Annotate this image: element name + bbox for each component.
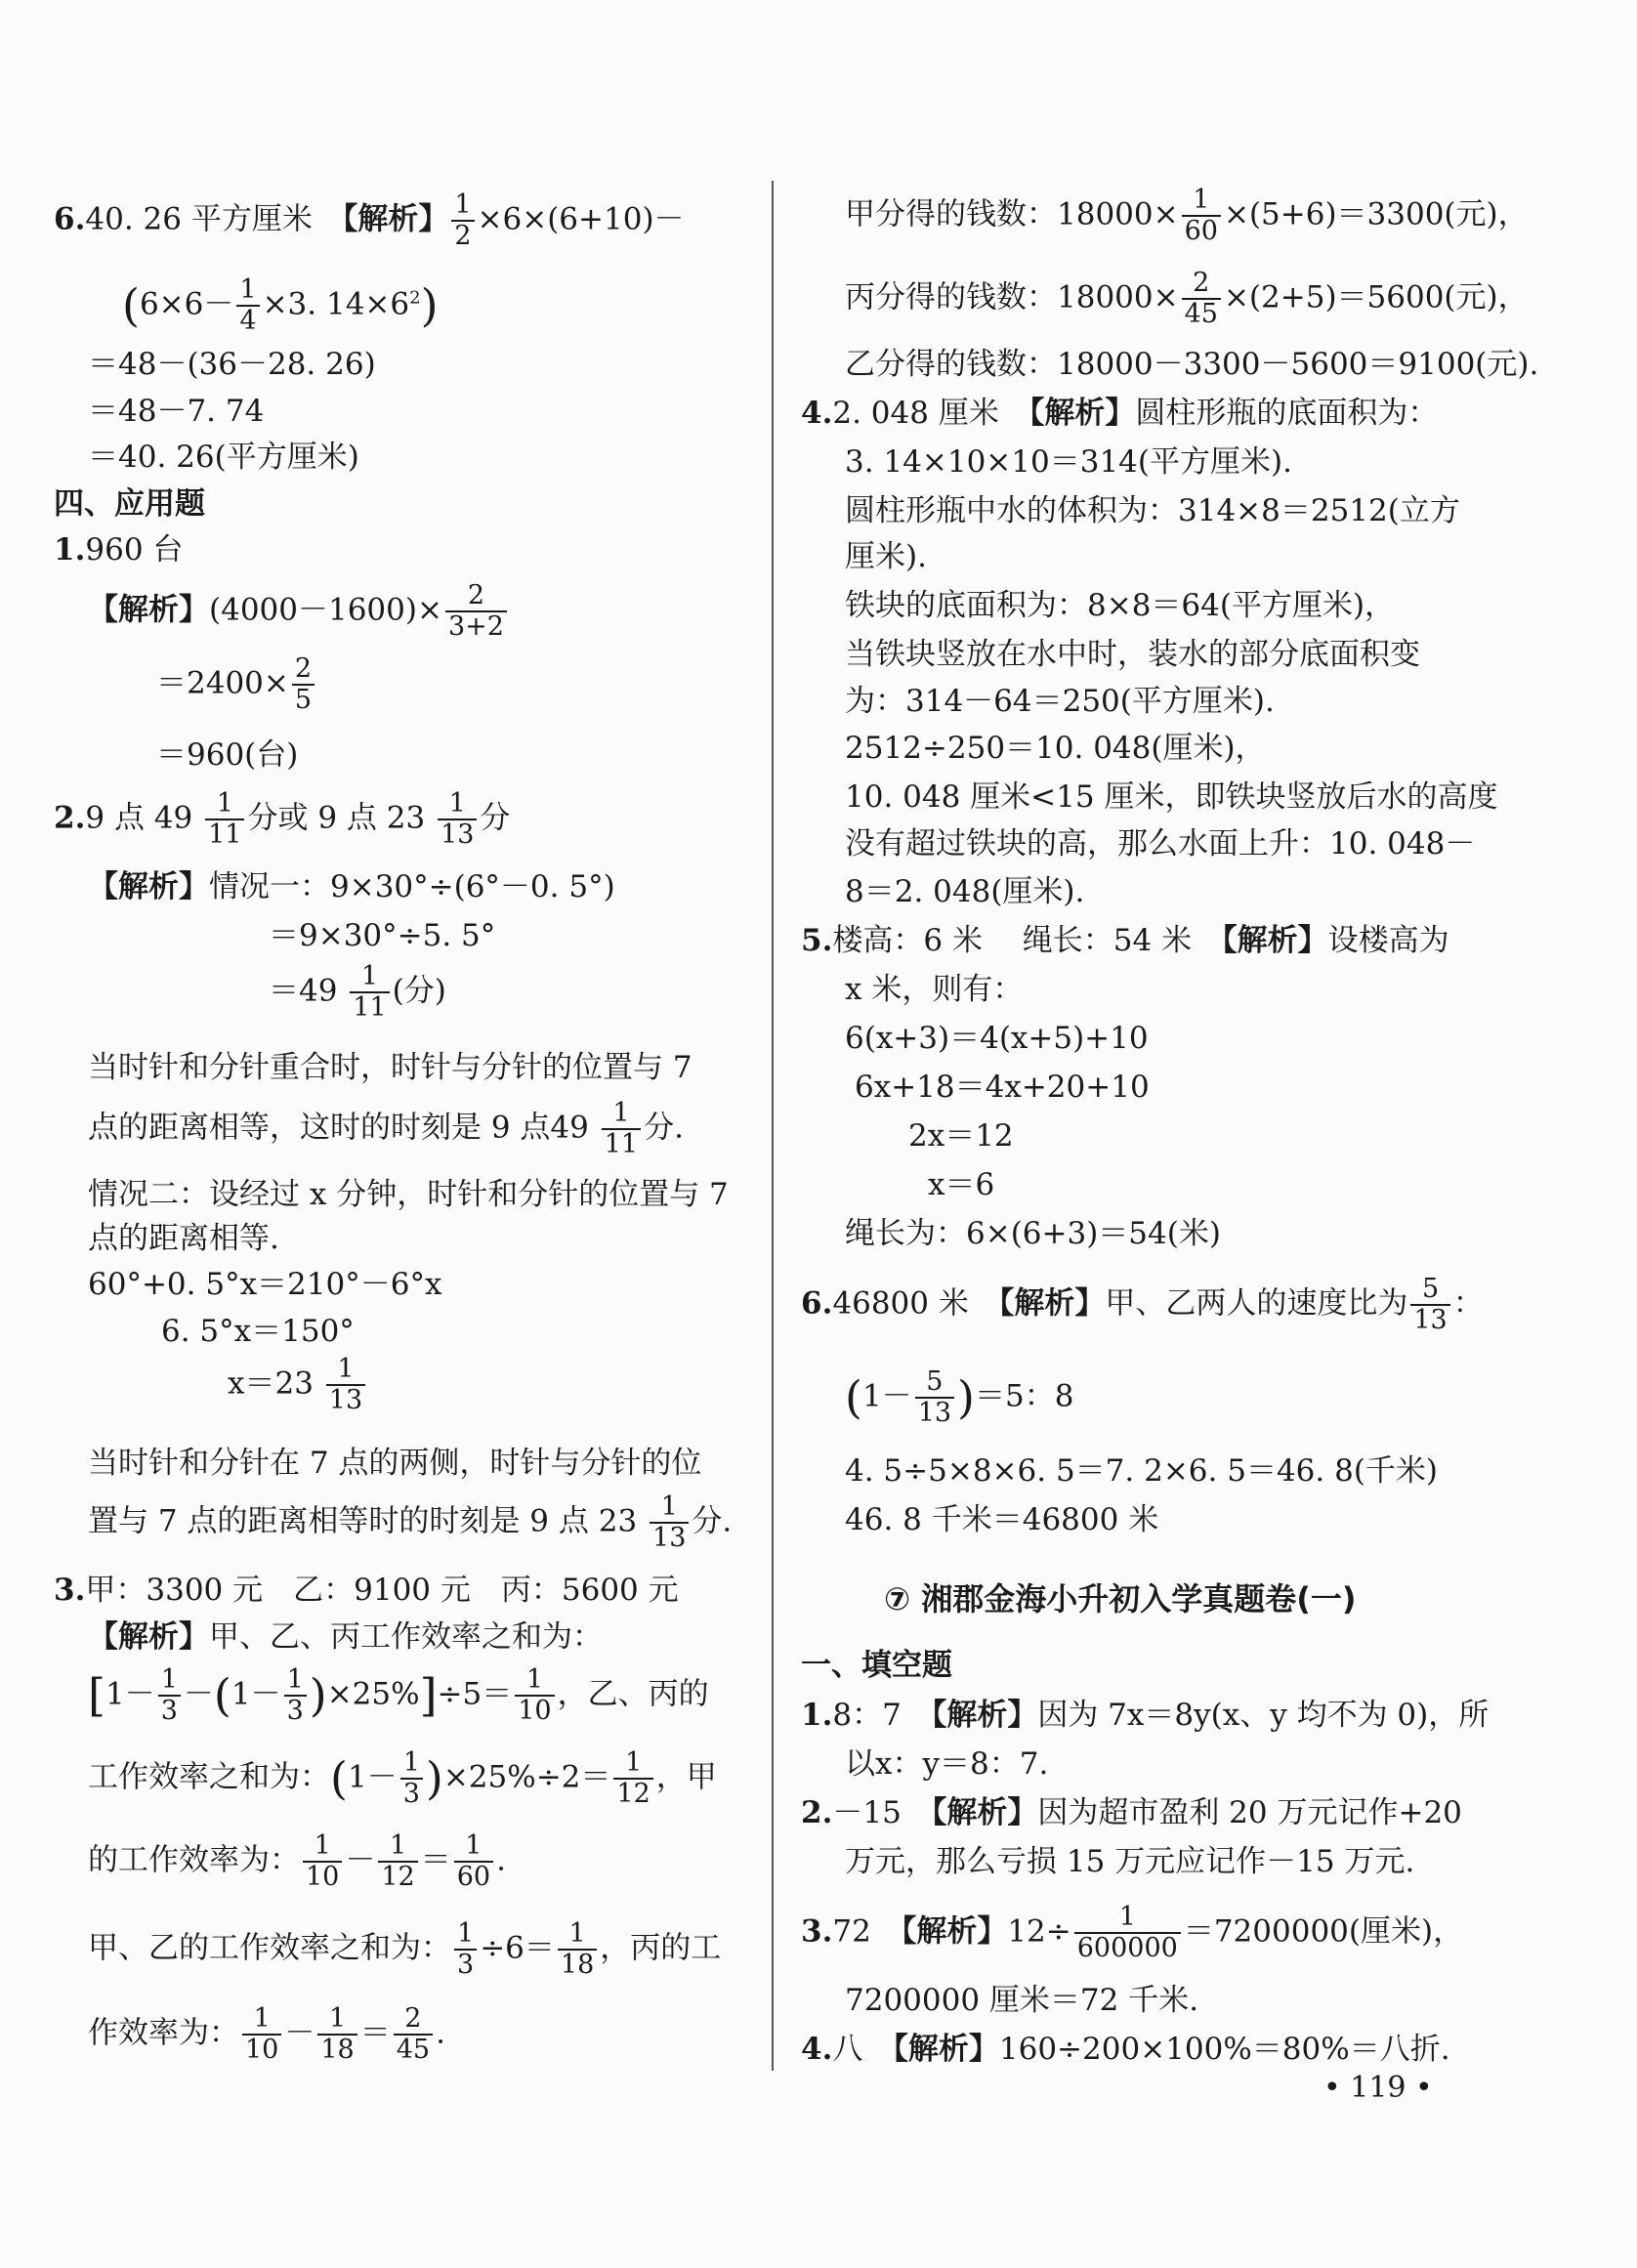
app-2-eq1: 60°+0. 5°x＝210°－6°x	[88, 1267, 442, 1302]
app-2-para3: 情况二：设经过 x 分钟，时针和分针的位置与 7	[88, 1177, 729, 1212]
section-heading-1: 一、填空题	[801, 1648, 952, 1683]
section-heading-4: 四、应用题	[54, 486, 205, 522]
fill-2-line2: 万元，那么亏损 15 万元应记作－15 万元.	[845, 1844, 1415, 1879]
app-5-line2: x 米，则有：	[845, 972, 1024, 1007]
app-6-line1: 6.46800 米 【解析】甲、乙两人的速度比为 $\frac{5}{13}$ ：	[801, 1274, 1484, 1336]
app-3-money-yi: 乙分得的钱数：18000－3300－5600＝9100(元).	[845, 347, 1539, 382]
app-3-money-bing: 丙分得的钱数：18000× $\frac{2}{45}$ ×(2+5)＝5600(元)，	[845, 268, 1529, 330]
app-3-money-jia: 甲分得的钱数：18000× $\frac{1}{60}$ ×(5+6)＝3300(元)，	[845, 185, 1529, 247]
app-2-line2: 【解析】情况一：9×30°÷(6°－0. 5°)	[88, 869, 615, 904]
app-2-line4: ＝49 $\frac{1}{11}$ (分)	[269, 961, 446, 1024]
app-5-line6: x＝6	[928, 1167, 995, 1202]
app-4-line4: 厘米).	[845, 539, 927, 574]
app-2-eq2: 6. 5°x＝150°	[161, 1314, 355, 1349]
app-4-line10: 没有超过铁块的高，那么水面上升：10. 048－	[845, 826, 1476, 861]
fill-3-line1: 3.72 【解析】12÷ $\frac{1}{600000}$ ＝7200000(厘米)，	[801, 1902, 1464, 1964]
app-4-line11: 8＝2. 048(厘米).	[845, 874, 1085, 909]
app-1-answer: 1.960 台	[54, 532, 184, 567]
page-number: • 119 •	[1323, 2071, 1433, 2105]
app-2-para1: 当时针和分针重合时，时针与分针的位置与 7	[88, 1050, 693, 1085]
answer-6-line1: 6.40. 26 平方厘米 【解析】 $\frac{1}{2}$ ×6×(6+10)－	[54, 189, 685, 252]
app-4-line6: 当铁块竖放在水中时，装水的部分底面积变	[845, 637, 1420, 672]
app-1-line2: 【解析】(4000－1600)× $\frac{2}{3+2}$	[88, 581, 510, 642]
app-6-line4: 46. 8 千米＝46800 米	[845, 1502, 1159, 1537]
app-1-line3: ＝2400× $\frac{2}{5}$	[156, 654, 317, 715]
app-2-para2: 点的距离相等，这时的时刻是 9 点49 $\frac{1}{11}$ 分.	[88, 1098, 684, 1160]
app-1-line4: ＝960(台)	[156, 737, 299, 773]
app-4-line9: 10. 048 厘米<15 厘米，即铁块竖放后水的高度	[845, 779, 1498, 815]
app-3-line5: 甲、乙的工作效率之和为： $\frac{1}{3}$ ÷6＝ $\frac{1}{18}$ ，丙的工	[88, 1918, 722, 1981]
app-4-line5: 铁块的底面积为：8×8＝64(平方厘米)，	[845, 588, 1396, 623]
app-3-line3: 工作效率之和为：(1－ $\frac{1}{3}$ )×25%÷2＝ $\frac{1}{12}$ ，甲	[88, 1747, 717, 1810]
fill-1-line2: 以x：y＝8：7.	[845, 1746, 1049, 1782]
app-4-line7: 为：314－64＝250(平方厘米).	[845, 684, 1275, 719]
app-3-answer: 3.甲：3300 元 乙：9100 元 丙：5600 元	[54, 1573, 679, 1608]
fill-3-line2: 7200000 厘米＝72 千米.	[845, 1983, 1199, 2018]
app-3-line1: 【解析】甲、乙、丙工作效率之和为：	[88, 1619, 603, 1655]
app-5-line3: 6(x+3)＝4(x+5)+10	[845, 1021, 1149, 1056]
app-5-line7: 绳长为：6×(6+3)＝54(米)	[845, 1216, 1221, 1251]
app-2-eq3: x＝23 $\frac{1}{13}$	[228, 1355, 368, 1415]
app-4-line1: 4.2. 048 厘米 【解析】圆柱形瓶的底面积为：	[801, 396, 1439, 431]
app-4-line2: 3. 14×10×10＝314(平方厘米).	[845, 444, 1292, 480]
column-divider	[772, 181, 774, 2071]
answer-6-line4: ＝48－7. 74	[88, 394, 265, 429]
app-6-line3: 4. 5÷5×8×6. 5＝7. 2×6. 5＝46. 8(千米)	[845, 1453, 1439, 1489]
app-6-line2: (1－ $\frac{5}{13}$ )＝5：8	[845, 1366, 1074, 1429]
app-2-para5: 当时针和分针在 7 点的两侧，时针与分针的位	[88, 1446, 702, 1481]
answer-6-line5: ＝40. 26(平方厘米)	[88, 440, 359, 475]
app-5-line5: 2x＝12	[908, 1118, 1014, 1154]
app-3-line2: [1－ $\frac{1}{3}$ －(1－ $\frac{1}{3}$ )×25%]÷5＝ $\frac{1}{10}$ ，乙、丙的	[88, 1664, 709, 1727]
fill-2-line1: 2.－15 【解析】因为超市盈利 20 万元记作+20	[801, 1795, 1462, 1830]
app-3-line6: 作效率为： $\frac{1}{10}$ － $\frac{1}{18}$ ＝ $\frac{2}{45}$ .	[88, 2003, 445, 2066]
exam-title: ⑦ 湘郡金海小升初入学真题卷(一)	[884, 1580, 1357, 1617]
app-5-line1: 5.楼高：6 米 绳长：54 米 【解析】设楼高为	[801, 923, 1449, 958]
app-4-line8: 2512÷250＝10. 048(厘米)，	[845, 731, 1266, 766]
app-2-answer: 2.9 点 49 $\frac{1}{11}$ 分或 9 点 23 $\frac{1}{13}$ 分	[54, 788, 511, 851]
app-4-line3: 圆柱形瓶中水的体积为：314×8＝2512(立方	[845, 493, 1460, 528]
app-2-para6: 置与 7 点的距离相等时的时刻是 9 点 23 $\frac{1}{13}$ 分.	[88, 1491, 733, 1554]
app-5-line4: 6x+18＝4x+20+10	[855, 1070, 1150, 1105]
answer-6-line2: (6×6－ $\frac{1}{4}$ ×3. $14\times 6^2$)	[122, 274, 439, 337]
app-2-line3: ＝9×30°÷5. 5°	[269, 918, 496, 953]
app-3-line4: 的工作效率为： $\frac{1}{10}$ － $\frac{1}{12}$ ＝ $\frac{1}{60}$ .	[88, 1830, 506, 1893]
app-2-para4: 点的距离相等.	[88, 1221, 279, 1256]
fill-4-line1: 4.八 【解析】160÷200×100%＝80%＝八折.	[801, 2032, 1450, 2067]
fill-1-line1: 1.8：7 【解析】因为 7x＝8y(x、y 均不为 0)，所	[801, 1698, 1490, 1733]
answer-6-line3: ＝48－(36－28. 26)	[88, 347, 376, 382]
